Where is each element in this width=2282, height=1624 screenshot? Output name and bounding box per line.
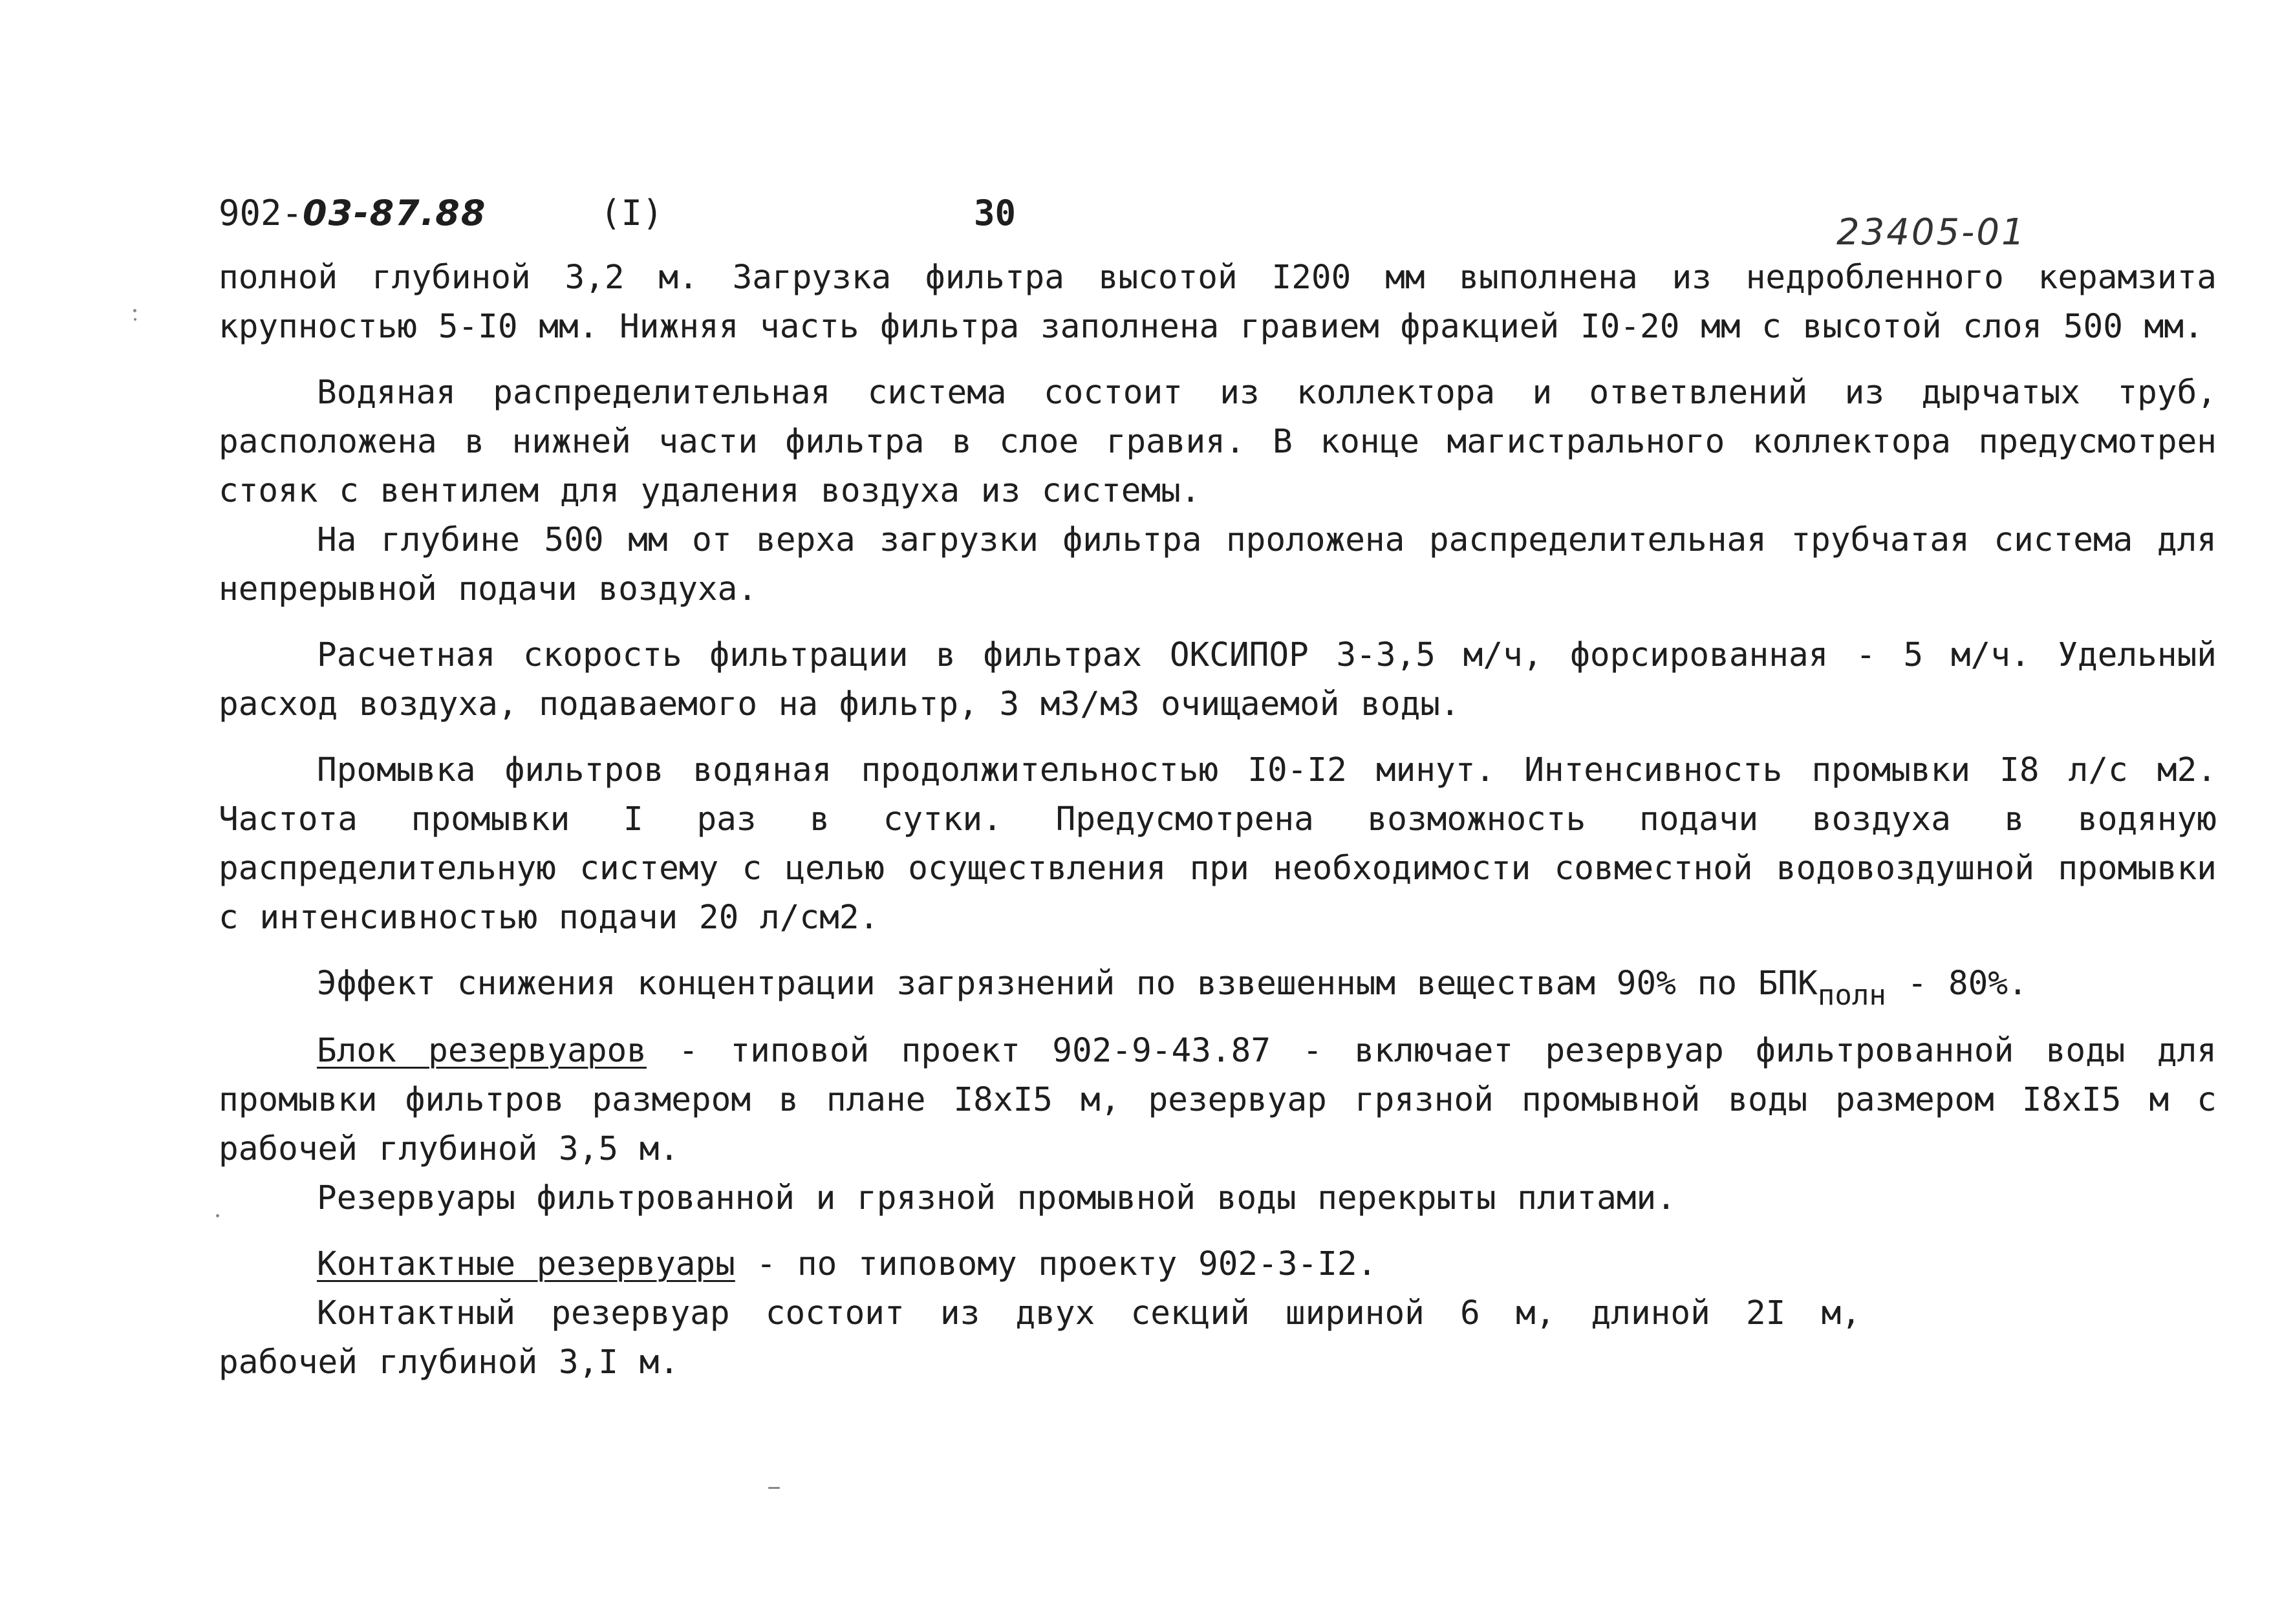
document-part: (I) [600,193,663,233]
paragraph-contact-reservoirs [219,1240,2217,1289]
contact-reservoirs-heading: Контактные резервуары [317,1245,735,1283]
inventory-stamp: 23405-01 [1836,211,2027,253]
scan-speck [134,318,136,321]
page-header [219,189,2094,247]
document-code [219,189,486,238]
scan-speck [216,1214,219,1217]
paragraph-filter-washing: Промывка фильтров водяная продолжительностью I0-I2 минут. Интенсивность промывки I8 л/с м2. Частота промывки I раз в сутки. Предусмотрена возможность подачи воздуха в водяную распределительную систему с целью осуществления при необходимости совместной водовоздушной промывки с интенсивностью подачи 20 л/см2. [219,751,2217,937]
effect-value: - 80%. [1886,965,2028,1003]
contact-reservoirs-text: - по типовому проекту 902-3-I2. [735,1245,1377,1283]
reservoir-block-heading: Блок резервуаров [317,1032,647,1070]
document-code-prefix: 902- [219,193,303,233]
reservoir-block-text: - типовой проект 902-9-43.87 - включает резервуар фильтрованной воды для промывки фильтров размером в плане I8хI5 м, резервуар грязной промывной воды размером I8хI5 м с рабочей глубиной 3,5 м. [219,1032,2217,1168]
paragraph-air-system: На глубине 500 мм от верха загрузки фильтра проложена распределительная трубчатая система для непрерывной подачи воздуха. [219,521,2217,608]
paragraph-contact-reservoir-size: Контактный резервуар состоит из двух секций шириной 6 м, длиной 2I м, рабочей глубиной 3,I м. [219,1294,1861,1382]
paragraph-filter-loading: полной глубиной 3,2 м. Загрузка фильтра высотой I200 мм выполнена из недробленного керамзита крупностью 5-I0 мм. Нижняя часть фильтра заполнена гравием фракцией I0-20 мм с высотой слоя 500 мм. [219,259,2217,346]
paragraph-reservoir-covering: Резервуары фильтрованной и грязной промывной воды перекрыты плитами. [317,1179,1676,1217]
effect-text: Эффект снижения концентрации загрязнений по взвешенным веществам 90% по БПК [317,965,1818,1003]
paragraph-water-distribution: Водяная распределительная система состоит из коллектора и ответвлений из дырчатых труб, расположена в нижней части фильтра в слое гравия. В конце магистрального коллектора предусмотрен стояк с вентилем для удаления воздуха из системы. [219,374,2217,510]
document-body [219,253,2217,1387]
scan-speck [133,309,136,312]
paragraph-filtration-speed: Расчетная скорость фильтрации в фильтрах ОКСИПОР 3-3,5 м/ч, форсированная - 5 м/ч. Удельный расход воздуха, подаваемого на фильтр, 3 м3/м3 очищаемой воды. [219,636,2217,723]
paragraph-reservoir-block [219,1027,2217,1174]
bpk-subscript: полн [1817,979,1886,1012]
document-code-handwritten: 03-87.88 [303,193,487,233]
scan-speck [768,1487,780,1489]
paragraph-effect [219,959,2217,1010]
page-number: 30 [974,193,1017,233]
